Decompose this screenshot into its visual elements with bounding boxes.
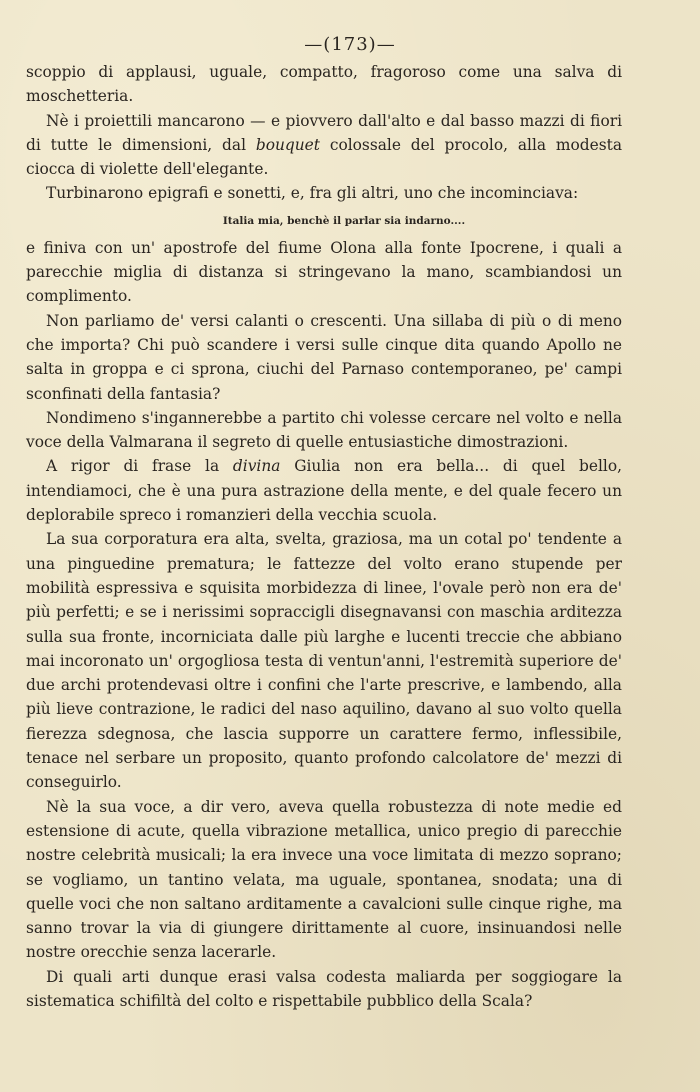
paragraph <box>26 309 622 406</box>
paragraph-text: Giulia non era bella... di quel bello, intendiamoci, che è una pura astrazione della mente, e del quale fecero un deplorabile spreco i romanzieri della vecchia scuola. <box>26 457 622 525</box>
paragraph <box>26 181 622 205</box>
paragraphs-after-quote <box>26 236 622 1014</box>
paragraph <box>26 109 622 182</box>
paragraph-text: e finiva con un' apostrofe del fiume Olona alla fonte Ipocrene, i quali a parecchie miglia di distanza si stringevano la mano, scambiandosi un complimento. <box>26 238 622 306</box>
paragraph-text: Nè la sua voce, a dir vero, aveva quella robustezza di note medie ed estensione di acute, quella vibrazione metallica, unico pregio di parecchie nostre celebrità musicali; la era invece una voce limitata di mezzo soprano; se vogliamo, un tantino velata, ma uguale, spontanea, snodata; una di quelle voci che non saltano arditamente a cavalcioni sulle cinque righe, ma sanno trovar la via di giungere dirittamente al cuore, insinuandosi nelle nostre orecchie senza lacerarle. <box>26 797 622 962</box>
paragraph-text: scoppio di applausi, uguale, compatto, fragoroso come una salva di moschetteria. <box>26 63 622 106</box>
paragraph <box>26 527 622 794</box>
paragraph-text: Di quali arti dunque erasi valsa codesta maliarda per soggiogare la sistematica schifiltà del colto e rispettabile pubblico della Scala? <box>26 967 622 1010</box>
paragraph <box>26 795 622 965</box>
page-number: —(173)— <box>304 34 396 55</box>
paragraph-text: Turbinarono epigrafi e sonetti, e, fra gli altri, uno che incominciava: <box>46 184 579 203</box>
paragraph <box>26 965 622 1014</box>
paragraph-text: Non parliamo de' versi calanti o crescenti. Una sillaba di più o di meno che importa? Chi può scandere i versi sulle cinque dita quando Apollo ne salta in groppa e ci sprona, ciuchi del Parnaso contemporaneo, pe' campi sconfinati della fantasia? <box>26 311 622 403</box>
page-body <box>26 60 622 1013</box>
paragraph-text: Nè i proiettili mancarono — e piovvero dall'alto e dal basso mazzi di fiori di tutte le dimensioni, dal <box>26 111 622 154</box>
paragraph <box>26 60 622 109</box>
paragraph <box>26 406 622 455</box>
italic-text: divina <box>232 457 281 476</box>
paragraph-text: colossale del procolo, alla modesta ciocca di violette dell'elegante. <box>26 135 623 179</box>
italic-text: bouquet <box>255 135 320 154</box>
paragraph-text: A rigor di frase la <box>46 457 233 476</box>
verse-quote: Italia mia, benchè il parlar sia indarno.... <box>222 214 466 227</box>
paragraphs-before-quote <box>26 60 622 206</box>
paragraph <box>26 454 622 527</box>
paragraph-text: Nondimeno s'ingannerebbe a partito chi volesse cercare nel volto e nella voce della Valmarana il segreto di quelle entusiastiche dimostrazioni. <box>26 408 622 452</box>
paragraph-text: La sua corporatura era alta, svelta, graziosa, ma un cotal po' tendente a una pinguedine prematura; le fattezze del volto erano stupende per mobilità espressiva e squisita morbidezza di linee, l'ovale però non era de' più perfetti; e se i nerissimi sopraccigli disegnavansi con maschia arditezza sulla sua fronte, incorniciata dalle più larghe e lucenti treccie che abbiano mai incoronato un' orgogliosa testa di ventun'anni, l'estremità superiore de' due archi protendevasi oltre i confini che l'arte prescrive, e lambendo, alla più lieve contrazione, le radici del naso aquilino, davano al suo volto quella fierezza sdegnosa, che lascia supporre un carattere fermo, inflessibile, tenace nel serbare un proposito, quanto profondo calcolatore de' mezzi di conseguirlo. <box>26 530 622 792</box>
paragraph <box>26 236 622 309</box>
